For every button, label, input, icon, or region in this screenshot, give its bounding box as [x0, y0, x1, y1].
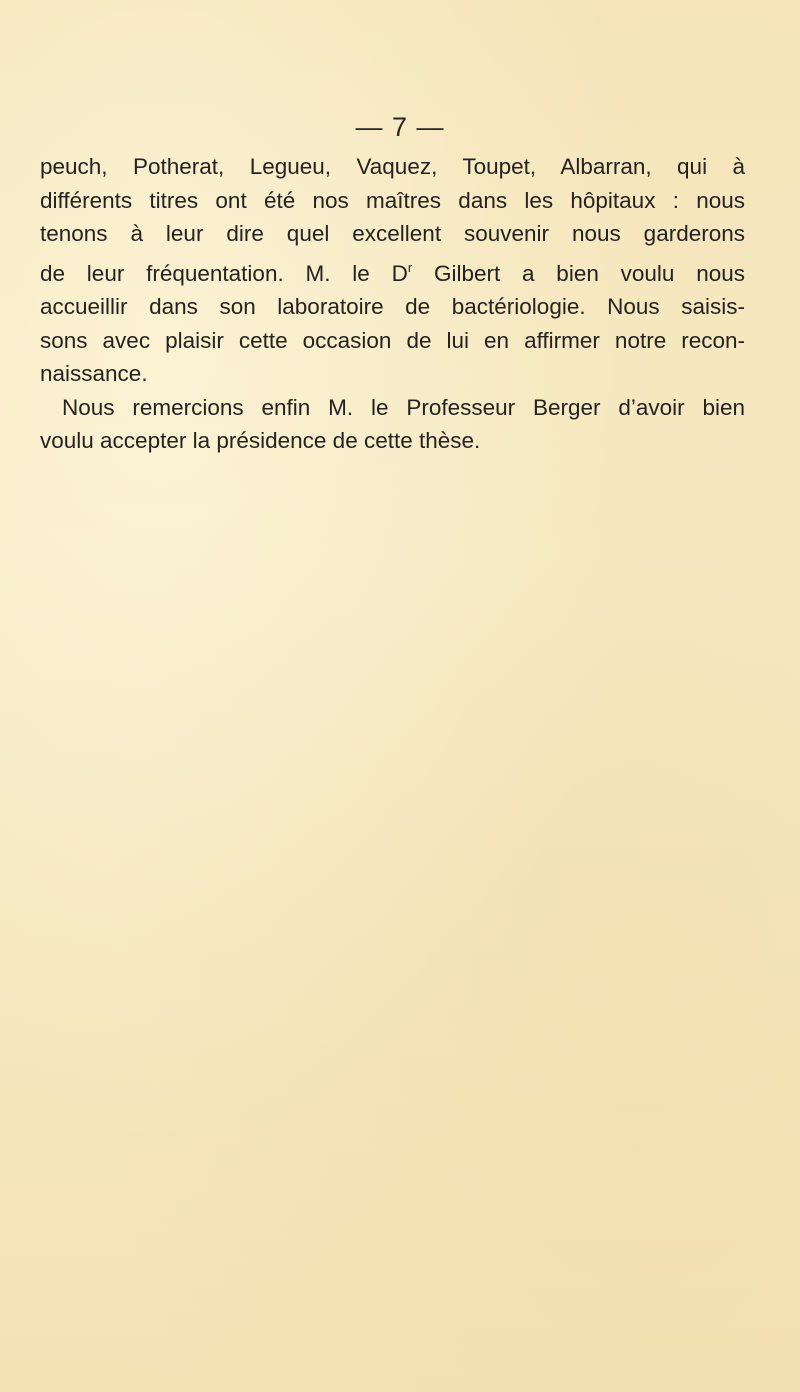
text-line: Nous remercions enfin M. le Professeur Berger d’avoir bien — [62, 394, 745, 420]
text-line: accueillir dans son laboratoire de bactériologie. Nous saisis- — [40, 294, 745, 319]
text-line: différents titres ont été nos maîtres dans les hôpitaux : nous — [40, 187, 745, 213]
text-line: sons avec plaisir cette occasion de lui en affirmer notre recon- — [40, 327, 745, 353]
text-line: peuch, Potherat, Legueu, Vaquez, Toupet, Albarran, qui à — [40, 154, 745, 179]
text-segment: Gilbert a bien voulu nous — [412, 260, 745, 286]
text-line — [40, 251, 745, 291]
text-line: tenons à leur dire quel excellent souvenir nous garderons — [40, 221, 745, 246]
text-line: naissance. — [40, 361, 148, 386]
superscript: r — [407, 259, 413, 275]
text-line: voulu accepter la présidence de cette thèse. — [40, 428, 481, 453]
body-text — [40, 150, 745, 458]
page-number: — 7 — — [355, 112, 445, 142]
text-segment: de leur fréquentation. M. le D — [40, 260, 408, 286]
